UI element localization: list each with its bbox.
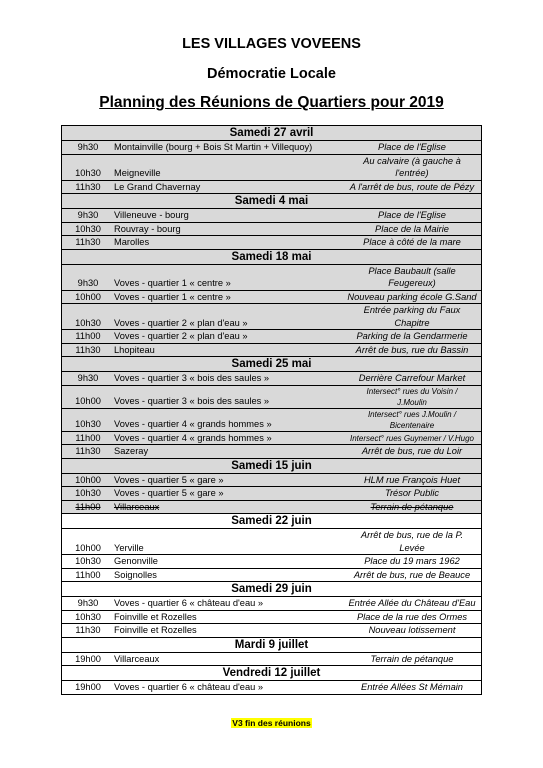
meeting-location bbox=[343, 653, 481, 666]
meeting-location-text: Intersect° rues J.Moulin / Bicentenaire bbox=[367, 409, 457, 430]
meeting-location-text: Entrée Allées St Mémain bbox=[361, 682, 463, 692]
meeting-row bbox=[62, 653, 481, 666]
meeting-time bbox=[62, 418, 114, 431]
meeting-location bbox=[343, 344, 481, 357]
meeting-area-text: Villarceaux bbox=[114, 653, 160, 664]
day-block bbox=[62, 126, 481, 193]
meeting-time-text: 11h00 bbox=[75, 331, 101, 341]
meeting-area-text: Voves - quartier 6 « château d'eau » bbox=[114, 598, 264, 608]
meeting-area-text: Yerville bbox=[114, 542, 144, 553]
day-block bbox=[62, 356, 481, 458]
meeting-area-text: Villarceaux bbox=[114, 501, 160, 512]
meeting-location-text: HLM rue François Huet bbox=[363, 474, 461, 485]
meeting-time-text: 11h30 bbox=[75, 237, 101, 247]
meeting-row bbox=[62, 444, 481, 458]
meeting-area-text: Voves - quartier 1 « centre » bbox=[114, 291, 231, 302]
meeting-row bbox=[62, 681, 481, 694]
meeting-time bbox=[62, 317, 114, 330]
meeting-location bbox=[343, 141, 481, 154]
document-heading: Planning des Réunions de Quartiers pour 2019 bbox=[99, 94, 444, 111]
meeting-area-text: Le Grand Chavernay bbox=[114, 181, 201, 192]
meeting-time bbox=[62, 372, 114, 385]
day-block bbox=[62, 458, 481, 514]
meeting-time-text: 9h30 bbox=[77, 598, 99, 608]
meeting-area-text: Voves - quartier 3 « bois des saules » bbox=[114, 373, 270, 383]
meeting-location bbox=[343, 223, 481, 236]
meeting-area bbox=[114, 291, 343, 304]
meeting-time bbox=[62, 236, 114, 249]
meeting-row bbox=[62, 265, 481, 290]
meeting-location-text: Place du 19 mars 1962 bbox=[364, 556, 460, 566]
meeting-area bbox=[114, 624, 343, 637]
day-header: Samedi 4 mai bbox=[62, 194, 481, 209]
meeting-time bbox=[62, 653, 114, 666]
footer-note-wrapper bbox=[0, 713, 543, 731]
meeting-time bbox=[62, 542, 114, 555]
meeting-time bbox=[62, 141, 114, 154]
day-header: Samedi 25 mai bbox=[62, 357, 481, 372]
meeting-row bbox=[62, 141, 481, 154]
day-header: Mardi 9 juillet bbox=[62, 638, 481, 653]
meeting-time bbox=[62, 474, 114, 487]
document-subtitle: Démocratie Locale bbox=[207, 66, 336, 82]
day-header: Vendredi 12 juillet bbox=[62, 666, 481, 681]
footer-note: V3 fin des réunions bbox=[232, 718, 311, 728]
meeting-area-text: Marolles bbox=[114, 237, 150, 247]
meeting-location-text: Trésor Public bbox=[384, 488, 440, 498]
meeting-area-text: Voves - quartier 1 « centre » bbox=[114, 278, 231, 288]
meeting-row bbox=[62, 474, 481, 487]
meeting-location bbox=[343, 569, 481, 582]
meeting-area bbox=[114, 487, 343, 500]
day-header: Samedi 15 juin bbox=[62, 459, 481, 474]
meeting-area bbox=[114, 681, 343, 694]
meeting-time bbox=[62, 445, 114, 458]
meeting-area bbox=[114, 344, 343, 357]
meeting-location-text: Nouveau parking école G.Sand bbox=[347, 291, 477, 302]
meeting-time bbox=[62, 432, 114, 445]
day-block bbox=[62, 249, 481, 357]
meeting-time-text: 11h30 bbox=[75, 625, 101, 635]
meeting-row bbox=[62, 372, 481, 385]
meeting-area-text: Voves - quartier 2 « plan d'eau » bbox=[114, 317, 248, 328]
day-block bbox=[62, 193, 481, 249]
meeting-area bbox=[114, 653, 343, 666]
meeting-time-text: 10h30 bbox=[75, 317, 101, 328]
day-block bbox=[62, 665, 481, 694]
meeting-area-text: Rouvray - bourg bbox=[114, 223, 181, 234]
meeting-area bbox=[114, 569, 343, 582]
meeting-location bbox=[343, 445, 481, 458]
meeting-location bbox=[343, 681, 481, 694]
meeting-time-text: 11h00 bbox=[75, 501, 101, 512]
meeting-time bbox=[62, 209, 114, 222]
meeting-row bbox=[62, 597, 481, 610]
meeting-time-text: 10h00 bbox=[75, 396, 101, 406]
meeting-time-text: 10h30 bbox=[75, 488, 101, 498]
meeting-row bbox=[62, 408, 481, 431]
meeting-time-text: 11h30 bbox=[75, 446, 101, 456]
meeting-time bbox=[62, 167, 114, 180]
meeting-location-text: A l'arrêt de bus, route de Pézy bbox=[349, 181, 475, 192]
meeting-time-text: 11h00 bbox=[75, 432, 101, 443]
meeting-time bbox=[62, 487, 114, 500]
meeting-row bbox=[62, 486, 481, 500]
meeting-location-text: Place de l'Eglise bbox=[378, 142, 446, 152]
meeting-area bbox=[114, 181, 343, 194]
meeting-time-text: 9h30 bbox=[77, 278, 99, 288]
document-title: LES VILLAGES VOVEENS bbox=[182, 36, 361, 52]
meeting-time-text: 9h30 bbox=[77, 210, 99, 220]
meeting-area-text: Voves - quartier 2 « plan d'eau » bbox=[114, 331, 248, 341]
meeting-time bbox=[62, 501, 114, 514]
meeting-time bbox=[62, 330, 114, 343]
meeting-area bbox=[114, 597, 343, 610]
meeting-time-text: 11h30 bbox=[75, 181, 101, 192]
meeting-location bbox=[343, 304, 481, 329]
meeting-time bbox=[62, 597, 114, 610]
meeting-location bbox=[343, 409, 481, 431]
meeting-location bbox=[343, 386, 481, 408]
meeting-area bbox=[114, 474, 343, 487]
meeting-location-text: Au calvaire (à gauche à l'entrée) bbox=[363, 155, 461, 178]
meeting-area bbox=[114, 542, 343, 555]
meeting-row bbox=[62, 431, 481, 445]
meeting-location bbox=[343, 597, 481, 610]
meeting-location bbox=[343, 330, 481, 343]
meeting-area bbox=[114, 445, 343, 458]
meeting-time-text: 9h30 bbox=[77, 373, 99, 383]
meeting-location bbox=[343, 433, 481, 444]
meeting-location bbox=[343, 265, 481, 290]
meeting-location bbox=[343, 529, 481, 554]
meeting-time-text: 11h00 bbox=[75, 569, 101, 580]
meeting-location-text: Entrée Allée du Château d'Eau bbox=[348, 598, 476, 608]
meeting-location-text: Parking de la Gendarmerie bbox=[356, 331, 468, 341]
meeting-area bbox=[114, 317, 343, 330]
meeting-row bbox=[62, 610, 481, 624]
day-block bbox=[62, 581, 481, 637]
meeting-area-text: Foinville et Rozelles bbox=[114, 611, 197, 622]
meeting-location-text: Arrêt de bus, rue du Bassin bbox=[355, 344, 469, 355]
meeting-area bbox=[114, 236, 343, 249]
meeting-area bbox=[114, 141, 343, 154]
meeting-time bbox=[62, 291, 114, 304]
meeting-row bbox=[62, 180, 481, 194]
meeting-row bbox=[62, 235, 481, 249]
meeting-time-text: 19h00 bbox=[75, 682, 101, 692]
meeting-location-text: Entrée parking du Faux Chapitre bbox=[363, 305, 461, 328]
meeting-area bbox=[114, 372, 343, 385]
schedule-table bbox=[61, 125, 482, 695]
meeting-location bbox=[343, 501, 481, 514]
meeting-location-text: Arrêt de bus, rue du Loir bbox=[361, 446, 463, 456]
meeting-area bbox=[114, 209, 343, 222]
meeting-area-text: Voves - quartier 4 « grands hommes » bbox=[114, 432, 272, 443]
meeting-time-text: 10h30 bbox=[75, 223, 101, 234]
meeting-time-text: 19h00 bbox=[75, 653, 101, 664]
meeting-row bbox=[62, 290, 481, 304]
meeting-location-text: Place à côté de la mare bbox=[363, 237, 461, 247]
meeting-location-text: Terrain de pétanque bbox=[370, 653, 454, 664]
meeting-area bbox=[114, 611, 343, 624]
meeting-time bbox=[62, 624, 114, 637]
meeting-location bbox=[343, 487, 481, 500]
meeting-time bbox=[62, 181, 114, 194]
meeting-time-text: 10h30 bbox=[75, 556, 101, 566]
meeting-location-text: Terrain de pétanque bbox=[370, 501, 454, 512]
meeting-time-text: 11h30 bbox=[75, 344, 101, 355]
meeting-location bbox=[343, 372, 481, 385]
meeting-time bbox=[62, 344, 114, 357]
meeting-row bbox=[62, 385, 481, 408]
meeting-area-text: Voves - quartier 5 « gare » bbox=[114, 488, 224, 498]
meeting-area-text: Foinville et Rozelles bbox=[114, 625, 197, 635]
meeting-row bbox=[62, 623, 481, 637]
meeting-area-text: Meigneville bbox=[114, 168, 161, 178]
meeting-area-text: Genonville bbox=[114, 556, 158, 566]
meeting-area-text: Lhopiteau bbox=[114, 344, 155, 355]
meeting-area bbox=[114, 277, 343, 290]
meeting-area bbox=[114, 418, 343, 431]
meeting-time-text: 10h30 bbox=[75, 419, 101, 429]
meeting-location bbox=[343, 236, 481, 249]
meeting-area bbox=[114, 395, 343, 408]
day-header: Samedi 18 mai bbox=[62, 250, 481, 265]
meeting-location bbox=[343, 291, 481, 304]
meeting-location-text: Place Baubault (salle Feugereux) bbox=[368, 265, 456, 288]
meeting-location-text: Intersect° rues Guynemer / V.Hugo bbox=[350, 434, 474, 443]
meeting-location-text: Place de la rue des Ormes bbox=[356, 611, 468, 622]
meeting-time-text: 10h00 bbox=[75, 291, 101, 302]
meeting-location bbox=[343, 611, 481, 624]
meeting-area-text: Voves - quartier 6 « château d'eau » bbox=[114, 682, 264, 692]
day-header: Samedi 22 juin bbox=[62, 514, 481, 529]
meeting-time bbox=[62, 395, 114, 408]
meeting-area-text: Voves - quartier 5 « gare » bbox=[114, 474, 224, 485]
meeting-area bbox=[114, 555, 343, 568]
meeting-area bbox=[114, 223, 343, 236]
meeting-location bbox=[343, 555, 481, 568]
meeting-row bbox=[62, 554, 481, 568]
meeting-row bbox=[62, 529, 481, 554]
meeting-area-text: Soignolles bbox=[114, 569, 157, 580]
meeting-time-text: 10h30 bbox=[75, 168, 101, 178]
meeting-time bbox=[62, 569, 114, 582]
meeting-time bbox=[62, 277, 114, 290]
meeting-time bbox=[62, 223, 114, 236]
meeting-row bbox=[62, 568, 481, 582]
day-block bbox=[62, 637, 481, 666]
meeting-location bbox=[343, 474, 481, 487]
meeting-time-text: 9h30 bbox=[77, 142, 99, 152]
meeting-area-text: Villeneuve - bourg bbox=[114, 210, 189, 220]
meeting-location bbox=[343, 181, 481, 194]
day-header: Samedi 27 avril bbox=[62, 126, 481, 141]
meeting-row bbox=[62, 343, 481, 357]
meeting-row bbox=[62, 222, 481, 236]
meeting-area-text: Voves - quartier 4 « grands hommes » bbox=[114, 419, 272, 429]
meeting-area bbox=[114, 501, 343, 514]
meeting-time-text: 10h00 bbox=[75, 474, 101, 485]
meeting-area-text: Montainville (bourg + Bois St Martin + Villequoy) bbox=[114, 142, 313, 152]
meeting-location bbox=[343, 624, 481, 637]
meeting-area-text: Voves - quartier 3 « bois des saules » bbox=[114, 396, 270, 406]
meeting-area bbox=[114, 432, 343, 445]
day-block bbox=[62, 513, 481, 581]
meeting-location-text: Derrière Carrefour Market bbox=[358, 373, 466, 383]
meeting-row bbox=[62, 329, 481, 343]
meeting-row bbox=[62, 303, 481, 329]
meeting-row bbox=[62, 500, 481, 514]
meeting-area-text: Sazeray bbox=[114, 446, 149, 456]
meeting-location-text: Place de l'Eglise bbox=[378, 210, 446, 220]
meeting-location-text: Arrêt de bus, rue de Beauce bbox=[353, 569, 471, 580]
meeting-location-text: Arrêt de bus, rue de la P. Levée bbox=[360, 530, 464, 553]
meeting-time bbox=[62, 681, 114, 694]
meeting-time-text: 10h00 bbox=[75, 542, 101, 553]
meeting-location-text: Intersect° rues du Voisin / J.Moulin bbox=[366, 386, 458, 407]
meeting-location bbox=[343, 209, 481, 222]
meeting-row bbox=[62, 154, 481, 180]
meeting-row bbox=[62, 209, 481, 222]
meeting-area bbox=[114, 330, 343, 343]
meeting-time bbox=[62, 555, 114, 568]
meeting-time-text: 10h30 bbox=[75, 611, 101, 622]
meeting-location-text: Place de la Mairie bbox=[375, 223, 449, 234]
meeting-location bbox=[343, 155, 481, 180]
meeting-time bbox=[62, 611, 114, 624]
day-header: Samedi 29 juin bbox=[62, 582, 481, 597]
meeting-area bbox=[114, 167, 343, 180]
meeting-location-text: Nouveau lotissement bbox=[368, 625, 456, 635]
